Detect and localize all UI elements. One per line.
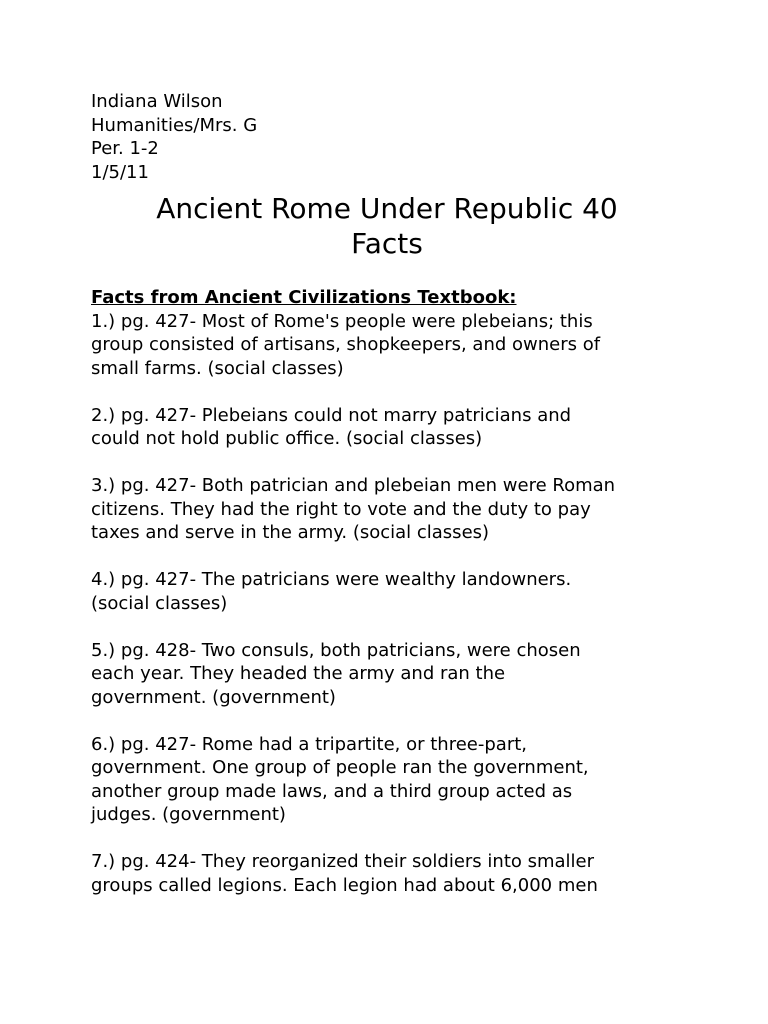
title-line-2: Facts (351, 227, 423, 260)
fact-line: 1.) pg. 427- Most of Rome's people were plebeians; this (91, 310, 593, 332)
fact-line: each year. They headed the army and ran the (91, 663, 506, 684)
fact-3 (91, 474, 691, 545)
fact-line: 6.) pg. 427- Rome had a tripartite, or three-part, (91, 733, 527, 755)
fact-line: (social classes) (91, 592, 228, 614)
fact-line: another group made laws, and a third group acted as (91, 780, 573, 802)
fact-line: small farms. (social classes) (91, 357, 344, 379)
student-name: Indiana Wilson (91, 91, 223, 112)
fact-line: could not hold public office. (social classes) (91, 428, 483, 449)
fact-line: citizens. They had the right to vote and the duty to pay (91, 498, 591, 520)
section-heading: Facts from Ancient Civilizations Textbook: (91, 287, 517, 308)
fact-line: groups called legions. Each legion had about 6,000 men (91, 874, 598, 896)
class-period: Per. 1-2 (91, 138, 159, 159)
fact-6 (91, 733, 691, 827)
facts-list (91, 310, 691, 898)
fact-2 (91, 404, 691, 451)
class-name: Humanities/Mrs. G (91, 114, 258, 136)
fact-4 (91, 568, 691, 615)
document-date: 1/5/11 (91, 161, 149, 183)
title-line-1: Ancient Rome Under Republic 40 (156, 192, 618, 225)
fact-line: government. One group of people ran the government, (91, 757, 589, 778)
fact-line: 4.) pg. 427- The patricians were wealthy landowners. (91, 569, 572, 590)
fact-line: 7.) pg. 424- They reorganized their soldiers into smaller (91, 851, 595, 872)
fact-7 (91, 850, 691, 897)
fact-line: 5.) pg. 428- Two consuls, both patricians, were chosen (91, 639, 581, 661)
fact-1 (91, 310, 691, 381)
document-title (91, 191, 691, 261)
fact-line: 2.) pg. 427- Plebeians could not marry patricians and (91, 404, 572, 426)
fact-line: group consisted of artisans, shopkeepers, and owners of (91, 334, 601, 355)
fact-line: judges. (government) (91, 804, 286, 825)
fact-line: taxes and serve in the army. (social classes) (91, 522, 490, 543)
fact-line: 3.) pg. 427- Both patrician and plebeian men were Roman (91, 475, 616, 496)
student-header (91, 90, 691, 184)
fact-5 (91, 639, 691, 710)
document-page (91, 90, 691, 921)
fact-line: government. (government) (91, 686, 336, 708)
